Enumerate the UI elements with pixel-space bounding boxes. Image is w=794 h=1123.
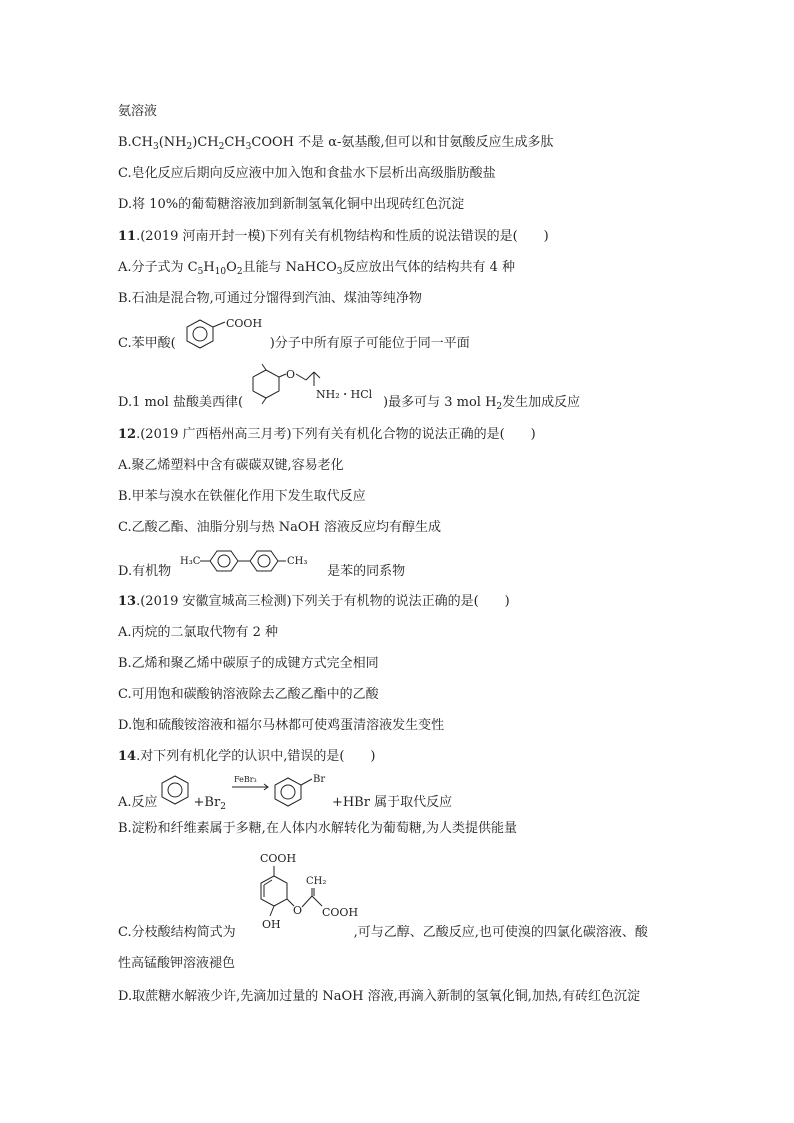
q14-option-c-continued: 性高锰酸钾溶液褪色: [118, 956, 236, 971]
biphenyl-left-methyl: H₃C: [180, 556, 201, 567]
q11-option-b: B.石油是混合物,可通过分馏得到汽油、煤油等纯净物: [118, 291, 422, 306]
q11-option-c: C.苯甲酸( )分子中所有原子可能位于同一平面: [118, 336, 470, 351]
product-br-label: Br: [313, 774, 326, 785]
question-13: 13.(2019 安徽宣城高三检测)下列关于有机物的说法正确的是( ): [118, 594, 510, 609]
question-12: 12.(2019 广西梧州高三月考)下列有关有机化合物的说法正确的是( ): [118, 427, 536, 442]
mexiletine-amine-label: NH₂・HCl: [316, 388, 373, 401]
q10-option-b: $B.CH_3(NH_2)CH_2CH_3COOH$ 不是 α-氨基酸,但可以和甘氨酸反应生成多肽: [118, 135, 554, 152]
dimethylbiphenyl-structure: [180, 548, 332, 580]
mexiletine-o-label: O: [286, 368, 296, 381]
benzoic-cooh-label: COOH: [226, 317, 263, 330]
mexiletine-structure: [248, 364, 388, 410]
q13-option-b: B.乙烯和聚乙烯中碳原子的成键方式完全相同: [118, 656, 379, 671]
bromination-reaction: [160, 772, 340, 812]
chorismate-side-cooh: COOH: [322, 906, 359, 919]
q10-option-c: C.皂化反应后期向反应液中加入饱和食盐水下层析出高级脂肪酸盐: [118, 166, 496, 181]
benzoic-acid-structure: [185, 318, 275, 352]
continued-text: 氨溶液: [118, 104, 158, 119]
chorismate-ch2-label: CH₂: [306, 876, 327, 887]
q12-option-d: D.有机物 是苯的同系物: [118, 564, 406, 579]
question-11: 11.(2019 河南开封一模)下列有关有机物结构和性质的说法错误的是( ): [118, 229, 549, 244]
biphenyl-right-methyl: CH₃: [287, 556, 308, 567]
q12-option-c: C.乙酸乙酯、油脂分别与热 NaOH 溶液反应均有醇生成: [118, 520, 442, 535]
q13-option-d: D.饱和硫酸铵溶液和福尔马林都可使鸡蛋清溶液发生变性: [118, 718, 445, 733]
q10-option-d: D.将 10%的葡萄糖溶液加到新制氢氧化铜中出现砖红色沉淀: [118, 197, 465, 212]
q13-option-c: C.可用饱和碳酸钠溶液除去乙酸乙酯中的乙酸: [118, 687, 379, 702]
chorismate-top-cooh: COOH: [260, 852, 297, 865]
q12-option-a: A.聚乙烯塑料中含有碳碳双键,容易老化: [118, 458, 344, 473]
q14-option-d: D.取蔗糖水解液少许,先滴加过量的 NaOH 溶液,再滴入新制的氢氧化铜,加热,有砖红色沉淀: [118, 989, 641, 1004]
chorismate-oh-label: OH: [262, 918, 281, 931]
question-14: 14.对下列有机化学的认识中,错误的是( ): [118, 749, 376, 764]
catalyst-label: FeBr₃: [234, 775, 257, 784]
chorismate-o-label: O: [293, 904, 303, 917]
q13-option-a: A.丙烷的二氯取代物有 2 种: [118, 625, 279, 640]
q12-option-b: B.甲苯与溴水在铁催化作用下发生取代反应: [118, 489, 366, 504]
q14-option-a: A.反应 $+Br_2 +HBr$ 属于取代反应: [118, 795, 453, 812]
q11-option-d: D.1 mol 盐酸美西律( )最多可与 3 mol $H_2$发生加成反应: [118, 395, 581, 412]
chorismic-acid-structure: [238, 852, 368, 940]
q14-option-c: C.分枝酸结构简式为 ,可与乙醇、乙酸反应,也可使溴的四氯化碳溶液、酸: [118, 925, 648, 940]
q11-option-a: A.分子式为 $C_5H_{10}O_2$且能与 NaHCO$_3$反应放出气体的结构共有 4 种: [118, 260, 516, 277]
q14-option-b: B.淀粉和纤维素属于多糖,在人体内水解转化为葡萄糖,为人类提供能量: [118, 821, 517, 836]
